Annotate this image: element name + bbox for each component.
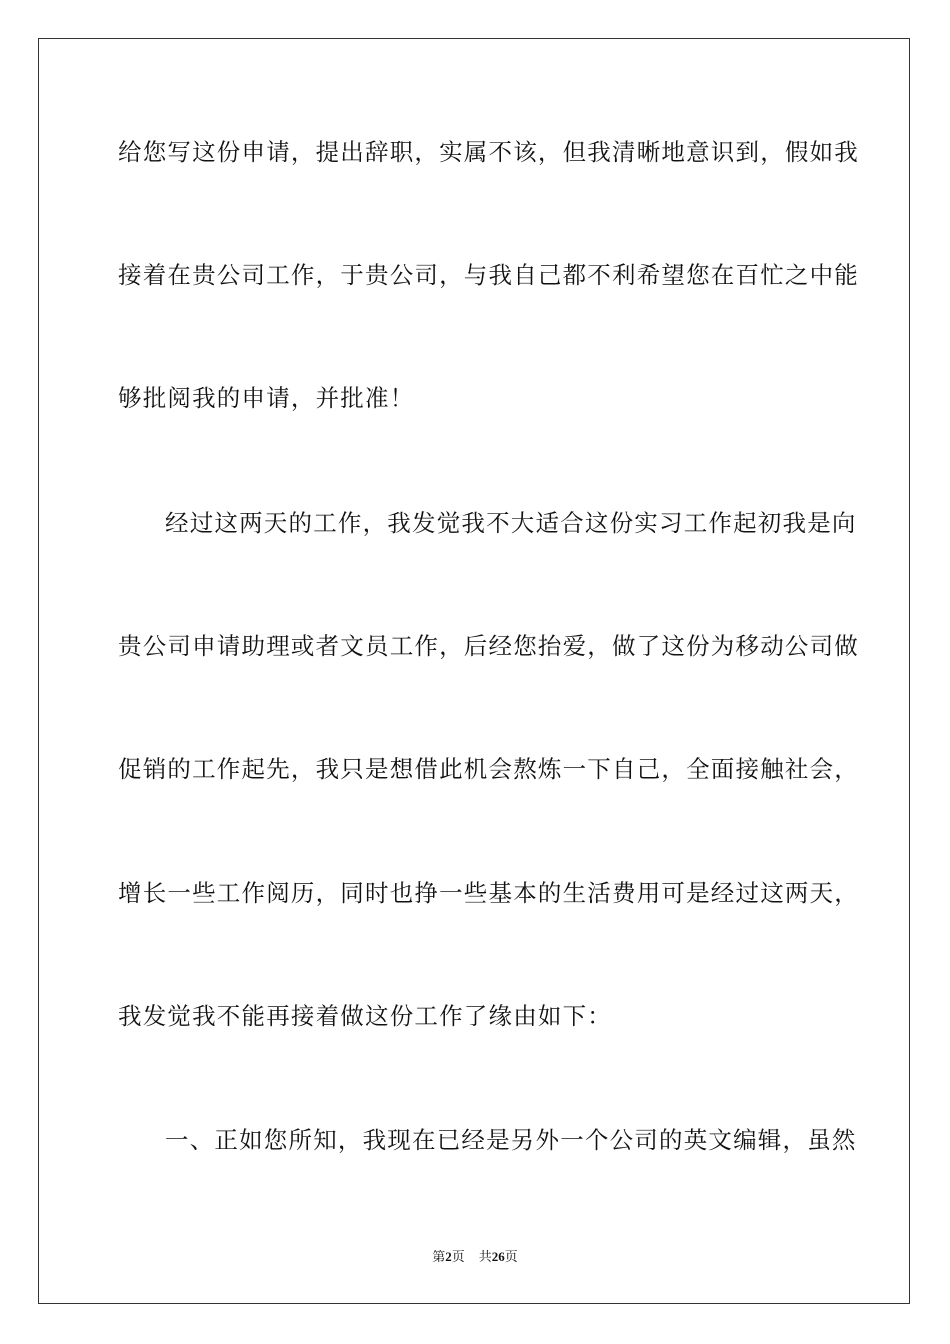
text-line-6: 促销的工作起先，我只是想借此机会熬炼一下自己，全面接触社会， xyxy=(118,755,859,783)
footer-page-number: 2 xyxy=(445,1249,452,1264)
text-line-5: 贵公司申请助理或者文员工作，后经您抬爱，做了这份为移动公司做 xyxy=(118,632,859,660)
text-line-8: 我发觉我不能再接着做这份工作了缘由如下： xyxy=(118,1002,612,1030)
text-line-1: 给您写这份申请，提出辞职，实属不该，但我清晰地意识到，假如我 xyxy=(118,138,859,166)
footer-page-prefix: 第 xyxy=(432,1250,446,1265)
text-line-4: 经过这两天的工作，我发觉我不大适合这份实习工作起初我是向 xyxy=(165,509,857,537)
footer-total-prefix: 共 xyxy=(478,1250,492,1265)
text-line-3: 够批阅我的申请，并批准！ xyxy=(118,384,415,412)
text-line-2: 接着在贵公司工作，于贵公司，与我自己都不利希望您在百忙之中能 xyxy=(118,261,859,289)
footer-total-pages: 26 xyxy=(491,1249,505,1264)
text-line-9: 一、正如您所知，我现在已经是另外一个公司的英文编辑，虽然 xyxy=(165,1126,857,1154)
page-border xyxy=(38,38,910,1304)
text-line-7: 增长一些工作阅历，同时也挣一些基本的生活费用可是经过这两天， xyxy=(118,879,859,907)
footer-page-suffix: 页 xyxy=(451,1250,465,1265)
footer-total-suffix: 页 xyxy=(504,1250,518,1265)
page-footer xyxy=(0,1248,950,1267)
